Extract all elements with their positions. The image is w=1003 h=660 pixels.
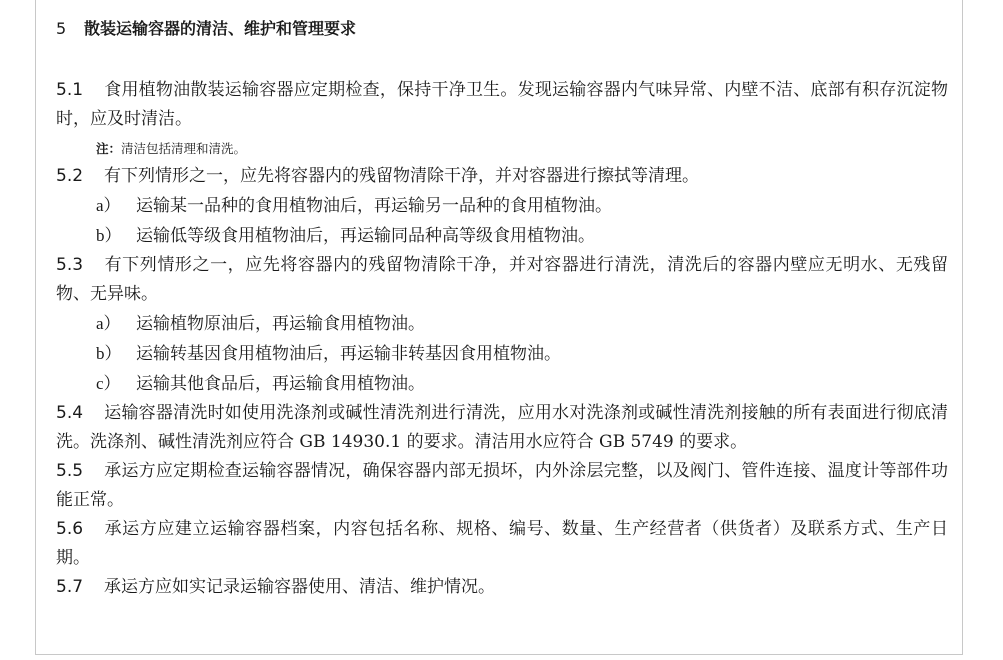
clause-number: 5.1 <box>56 80 84 100</box>
clause-text: 有下列情形之一，应先将容器内的残留物清除干净，并对容器进行擦拭等清理。 <box>104 166 699 186</box>
item-label: a） <box>96 314 121 333</box>
section-heading <box>56 17 948 41</box>
item-text: 运输某一品种的食用植物油后，再运输另一品种的食用植物油。 <box>136 196 612 216</box>
list-item <box>96 191 948 221</box>
note-text: 清洁包括清理和清洗。 <box>121 141 247 156</box>
clause-5-2 <box>56 162 948 191</box>
item-text: 运输低等级食用植物油后，再运输同品种高等级食用植物油。 <box>136 226 595 246</box>
list-item <box>96 309 948 339</box>
clause-5-1-note <box>96 136 948 162</box>
clause-5-6 <box>56 515 948 573</box>
clause-5-4 <box>56 399 948 457</box>
item-label: b） <box>96 344 122 363</box>
item-text: 运输其他食品后，再运输食用植物油。 <box>136 374 425 394</box>
item-text: 运输转基因食用植物油后，再运输非转基因食用植物油。 <box>136 344 561 364</box>
clause-5-1 <box>56 76 948 134</box>
list-item <box>96 339 948 369</box>
clause-5-7 <box>56 573 948 602</box>
item-label: b） <box>96 226 122 245</box>
section-title: 散装运输容器的清洁、维护和管理要求 <box>84 19 357 38</box>
clause-number: 5.3 <box>56 255 84 275</box>
clause-number: 5.2 <box>56 166 84 186</box>
clause-number: 5.6 <box>56 519 84 539</box>
clause-5-5 <box>56 457 948 515</box>
clause-text: 运输容器清洗时如使用洗涤剂或碱性清洗剂进行清洗，应用水对洗涤剂或碱性清洗剂接触的所有表面进行彻底清洗。洗涤剂、碱性清洗剂应符合 GB 14930.1 的要求。清洁用水应符合 GB 5749 的要求。 <box>56 403 948 452</box>
clause-text: 承运方应建立运输容器档案，内容包括名称、规格、编号、数量、生产经营者（供货者）及联系方式、生产日期。 <box>56 519 948 568</box>
item-label: c） <box>96 374 121 393</box>
clause-text: 承运方应定期检查运输容器情况，确保容器内部无损坏，内外涂层完整，以及阀门、管件连接、温度计等部件功能正常。 <box>56 461 948 510</box>
clause-number: 5.5 <box>56 461 84 481</box>
section-number: 5 <box>56 19 67 38</box>
clause-number: 5.4 <box>56 403 84 423</box>
item-label: a） <box>96 196 121 215</box>
list-item <box>96 221 948 251</box>
section-body <box>56 76 948 602</box>
note-label: 注： <box>96 141 122 156</box>
clause-text: 有下列情形之一，应先将容器内的残留物清除干净，并对容器进行清洗，清洗后的容器内壁应无明水、无残留物、无异味。 <box>56 255 948 304</box>
item-text: 运输植物原油后，再运输食用植物油。 <box>136 314 425 334</box>
clause-text: 承运方应如实记录运输容器使用、清洁、维护情况。 <box>104 577 495 597</box>
list-item <box>96 369 948 399</box>
clause-5-3 <box>56 251 948 309</box>
clause-number: 5.7 <box>56 577 84 597</box>
document-page <box>35 0 963 655</box>
clause-text: 食用植物油散装运输容器应定期检查，保持干净卫生。发现运输容器内气味异常、内壁不洁、底部有积存沉淀物时，应及时清洁。 <box>56 80 948 129</box>
